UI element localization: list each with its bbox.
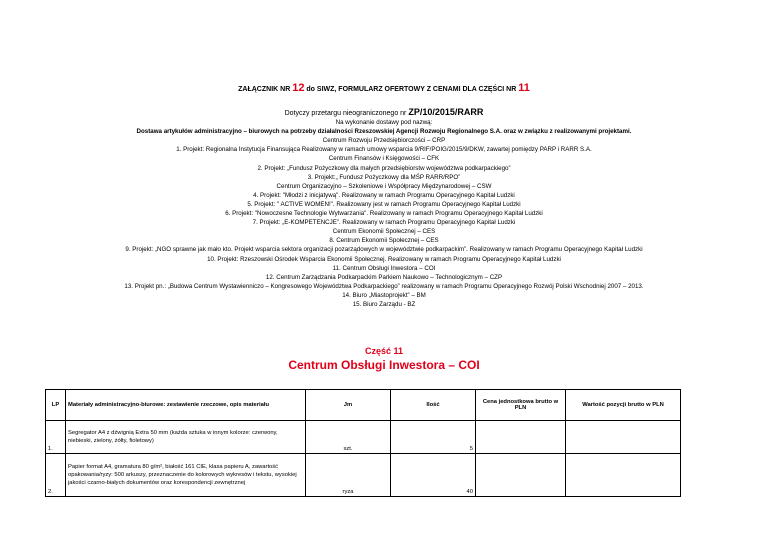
tender-number: ZP/10/2015/RARR xyxy=(408,107,484,117)
project-line: Centrum Organizacyjno – Szkoleniowe i Współpracy Międzynarodowej – CSW xyxy=(276,182,492,190)
project-line: 2. Projekt: „Fundusz Pożyczkowy dla małych przedsiębiorstw województwa podkarpackiego” xyxy=(257,164,511,172)
project-line: 7. Projekt: „E-KOMPETENCJE”. Realizowany w ramach Programu Operacyjnego Kapitał Ludzki xyxy=(252,219,516,227)
project-line: 1. Projekt: Regionalna Instytucja Finansująca Realizowany w ramach umowy wsparcia 9/RIF/POIG/2015/9/DKW, zawartej pomiędzy PARP i RARR S.A. xyxy=(176,146,592,154)
project-line: 15. Biuro Zarządu - BZ xyxy=(352,301,416,308)
cell-lp: 1. xyxy=(46,421,66,454)
project-line: 3. Projekt:„ Fundusz Pożyczkowy dla MŚP RARR/RPO” xyxy=(307,173,461,181)
part-title: Centrum Obsługi Inwestora – COI xyxy=(288,358,480,372)
cell-quantity: 5 xyxy=(391,421,476,454)
items-table xyxy=(45,389,681,497)
col-header-description: Materiały administracyjno-biurowe: zestawienie rzeczowe, opis materiału xyxy=(66,390,306,421)
project-line: 11. Centrum Obsługi Inwestora – COI xyxy=(332,264,436,272)
part-label: Część 11 xyxy=(364,346,404,356)
cell-unit: szt. xyxy=(306,421,391,454)
annex-header xyxy=(0,82,768,94)
col-header-total: Wartość pozycji brutto w PLN xyxy=(566,390,681,421)
table-row xyxy=(46,421,681,454)
annex-header-prefix: ZAŁĄCZNIK NR xyxy=(238,86,291,93)
table-row xyxy=(46,454,681,497)
cell-total[interactable] xyxy=(566,421,681,454)
table-header-row xyxy=(46,390,681,421)
col-header-unit-price: Cena jednostkowa brutto w PLN xyxy=(476,390,566,421)
part-number: 11 xyxy=(518,82,530,94)
annex-header-mid: do SIWZ, FORMULARZ OFERTOWY Z CENAMI DLA CZĘŚCI NR xyxy=(306,86,517,93)
col-header-quantity: Ilość xyxy=(391,390,476,421)
cell-lp: 2. xyxy=(46,454,66,497)
annex-number: 12 xyxy=(292,82,305,94)
cell-description: Segregator A4 z dźwignią Extra 50 mm (każda sztuka w innym kolorze: czerwony, niebieski, zielony, żółty, fioletowy) xyxy=(66,421,306,454)
project-line: 6. Projekt: "Nowoczesne Technologie Wytwarzania". Realizowany w ramach Programu Operacyjnego Kapitał Ludzki xyxy=(225,210,543,217)
project-line: 14. Biuro „Miastoprojekt” – BM xyxy=(342,291,426,299)
project-line: 12. Centrum Zarządzania Podkarpackim Parkiem Naukowo – Technologicznym – CZP xyxy=(265,273,503,281)
project-line: Centrum Ekonomii Społecznej – CES xyxy=(332,228,436,236)
project-line: 10. Projekt: Rzeszowski Ośrodek Wsparcia Ekonomii Społecznej. Realizowany w ramach Programu Operacyjnego Kapitał Ludzki xyxy=(207,255,561,263)
project-line: 13. Projekt pn.: „Budowa Centrum Wystawienniczo – Kongresowego Województwa Podkarpackiego” realizowany w ramach Programu Operacyjnego Rozwój Polski Wschodniej 2007 – 2013. xyxy=(124,282,644,290)
cell-unit-price[interactable] xyxy=(476,454,566,497)
cell-unit-price[interactable] xyxy=(476,421,566,454)
tender-line xyxy=(0,107,768,117)
project-line: 8. Centrum Ekonomii Społecznej – CES xyxy=(329,237,439,245)
project-line: Dostawa artykułów administracyjno – biurowych na potrzeby działalności Rzeszowskiej Agencji Rozwoju Regionalnego S.A. oraz w związku z realizowanymi projektami. xyxy=(136,128,632,136)
cell-description: Papier format A4, gramatura 80 g/m², białość 161 CIE, klasa papieru A, zawartość opakowania/ryzy: 500 arkuszy, przeznaczenie do kolorowych wykresów i tekstu, wysokiej jakości czarno-białych dokumentów oraz korespondencji zewnętrznej xyxy=(66,454,306,497)
project-line: Centrum Finansów i Księgowości – CFK xyxy=(328,155,440,163)
project-line: Na wykonanie dostawy pod nazwą: xyxy=(335,119,433,126)
col-header-unit: Jm xyxy=(306,390,391,421)
cell-total[interactable] xyxy=(566,454,681,497)
project-line: 9. Projekt: „NGO sprawne jak mało kto. Projekt wsparcia sektora organizacji pozarządowych w województwie podkarpackim”. Realizowany w ramach Programu Operacyjnego Kapitał Ludzki xyxy=(125,246,643,254)
project-line: 4. Projekt: "Młodzi z inicjatywą". Realizowany w ramach Programu Operacyjnego Kapitał Ludzki xyxy=(253,191,515,199)
tender-label: Dotyczy przetargu nieograniczonego nr xyxy=(284,110,407,117)
project-line: 5. Projekt: " ACTIVE WOMEN!". Realizowany jest w ramach Programu Operacyjnego Kapitał Ludzki xyxy=(247,200,521,208)
cell-unit: ryza xyxy=(306,454,391,497)
col-header-lp: LP xyxy=(46,390,66,421)
project-line: Centrum Rozwoju Przedsiębiorczości – CRP xyxy=(322,137,446,145)
cell-quantity: 40 xyxy=(391,454,476,497)
